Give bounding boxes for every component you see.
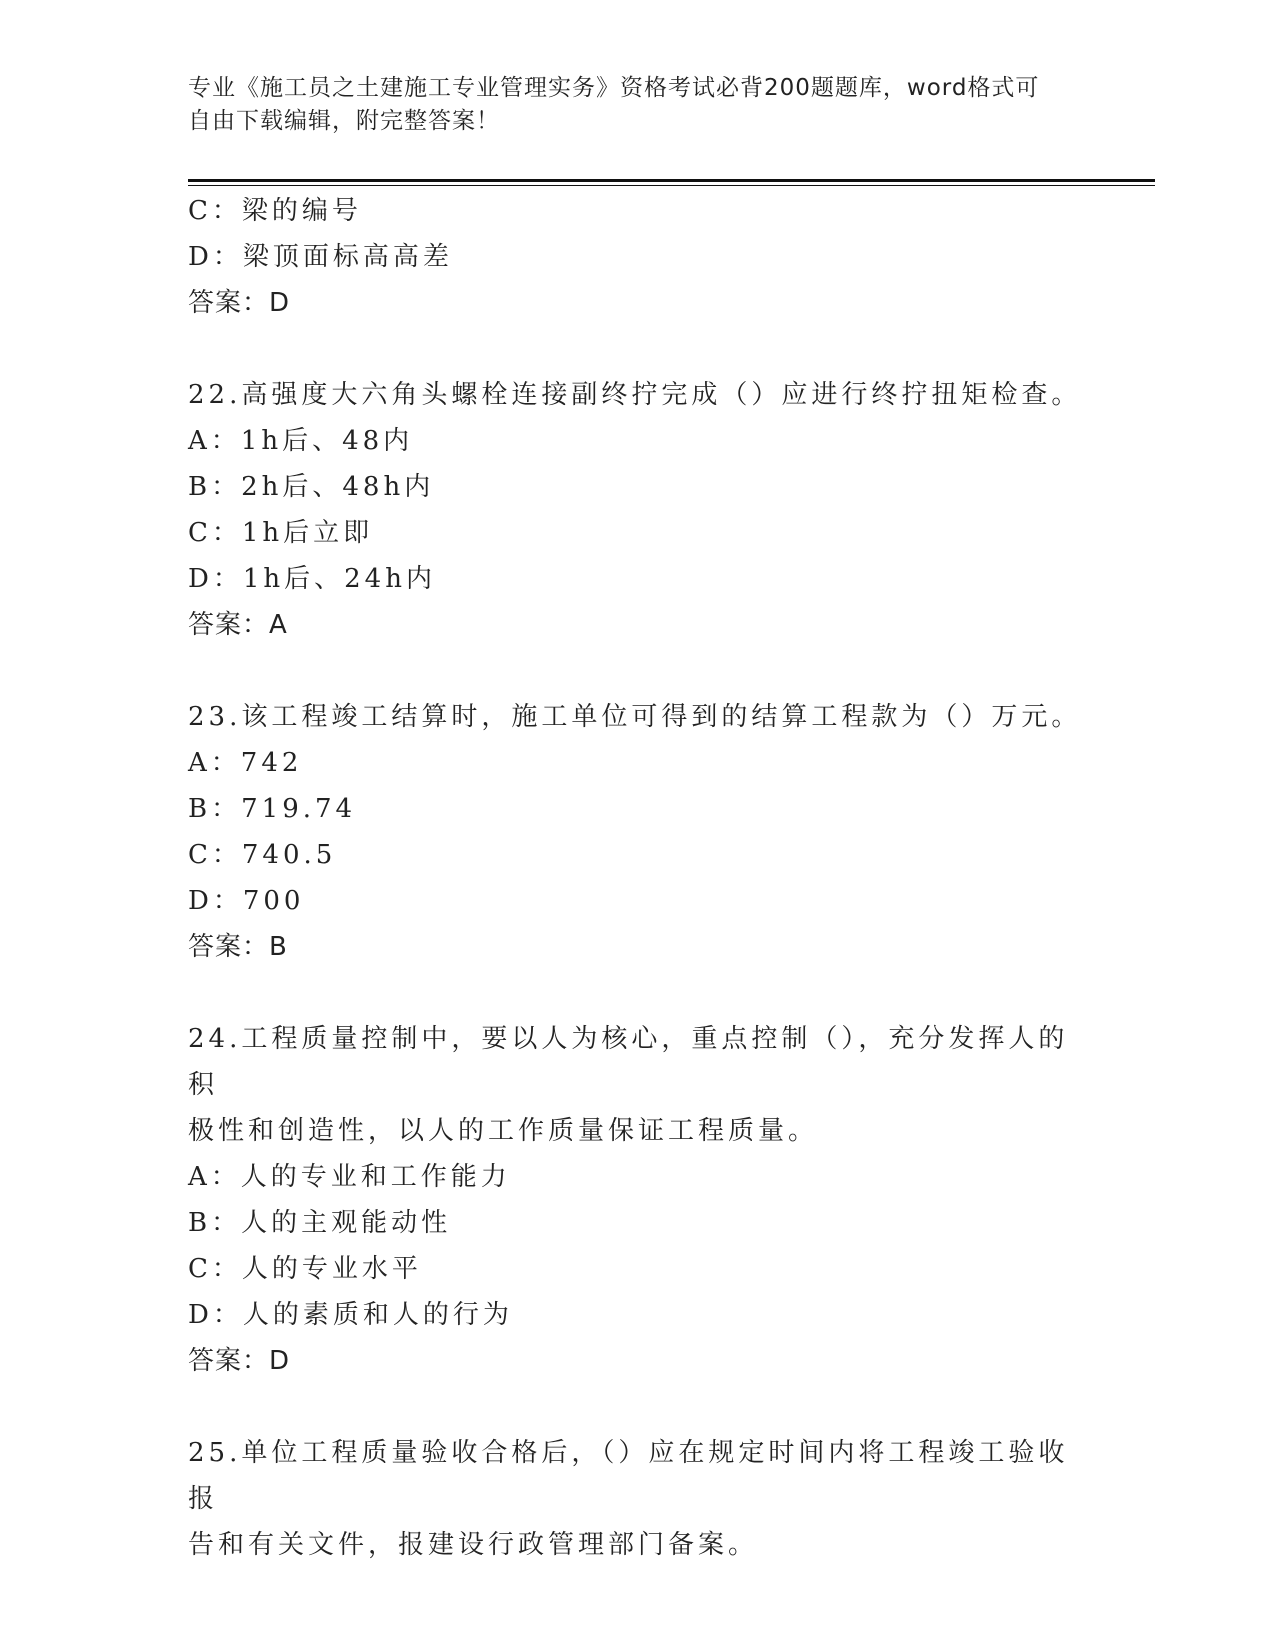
question-22 xyxy=(188,372,1088,648)
spacer xyxy=(188,1384,1088,1430)
option-c: C：740.5 xyxy=(188,840,337,870)
answer-line: 答案：D xyxy=(188,288,291,318)
option-b: B：719.74 xyxy=(188,794,357,824)
question-text-line-2: 极性和创造性，以人的工作质量保证工程质量。 xyxy=(188,1116,819,1146)
spacer xyxy=(188,326,1088,372)
option-d: D：1h后、24h内 xyxy=(188,564,436,594)
question-text-line-2: 告和有关文件，报建设行政管理部门备案。 xyxy=(188,1530,759,1560)
header-line-2: 自由下载编辑，附完整答案！ xyxy=(188,108,500,134)
option-d: D：700 xyxy=(188,886,305,916)
question-25 xyxy=(188,1430,1088,1568)
option-a: A：1h后、48内 xyxy=(188,426,414,456)
question-text-line-1: 25.单位工程质量验收合格后，（）应在规定时间内将工程竣工验收报 xyxy=(188,1438,1069,1514)
question-text: 22.高强度大六角头螺栓连接副终拧完成（）应进行终拧扭矩检查。 xyxy=(188,380,1082,410)
option-c: C：1h后立即 xyxy=(188,518,374,548)
question-text: 23.该工程竣工结算时，施工单位可得到的结算工程款为（）万元。 xyxy=(188,702,1082,732)
option-c: C：人的专业水平 xyxy=(188,1254,422,1284)
option-a: A：742 xyxy=(188,748,303,778)
spacer xyxy=(188,648,1088,694)
previous-question-tail xyxy=(188,188,1088,326)
answer-line: 答案：D xyxy=(188,1346,291,1376)
option-d: D：人的素质和人的行为 xyxy=(188,1300,513,1330)
option-c: C：梁的编号 xyxy=(188,196,362,226)
option-b: B：2h后、48h内 xyxy=(188,472,435,502)
header-divider-thick xyxy=(188,179,1155,182)
answer-line: 答案：A xyxy=(188,610,288,640)
document-header xyxy=(188,72,1068,138)
header-line-1: 专业《施工员之土建施工专业管理实务》资格考试必背200题题库，word格式可 xyxy=(188,75,1040,101)
header-divider-thin xyxy=(188,185,1155,186)
option-a: A：人的专业和工作能力 xyxy=(188,1162,511,1192)
question-list xyxy=(188,188,1088,1568)
question-text-line-1: 24.工程质量控制中，要以人为核心，重点控制（），充分发挥人的积 xyxy=(188,1024,1069,1100)
option-d: D：梁顶面标高高差 xyxy=(188,242,453,272)
question-24 xyxy=(188,1016,1088,1384)
option-b: B：人的主观能动性 xyxy=(188,1208,452,1238)
question-23 xyxy=(188,694,1088,970)
spacer xyxy=(188,970,1088,1016)
answer-line: 答案：B xyxy=(188,932,288,962)
